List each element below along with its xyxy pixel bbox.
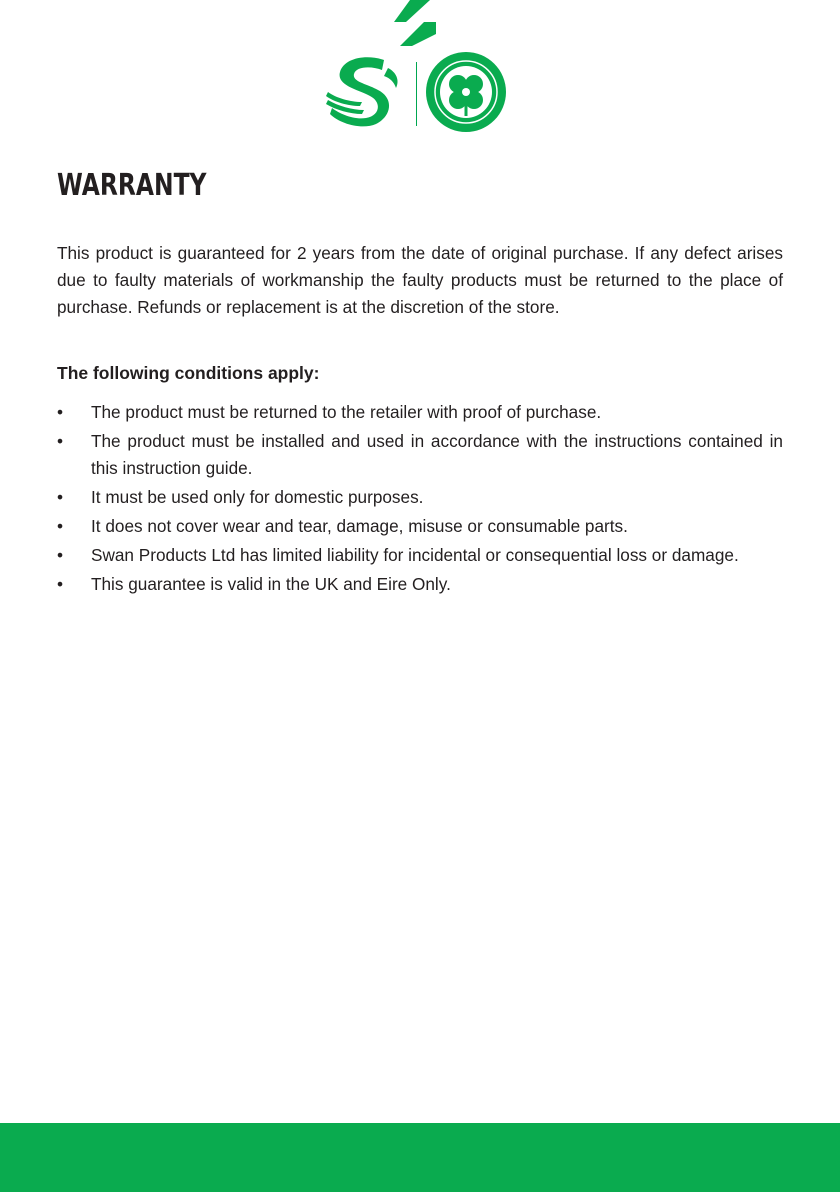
list-item	[57, 571, 783, 598]
celtic-crest-icon	[424, 50, 508, 134]
list-item	[57, 542, 783, 569]
list-item	[57, 428, 783, 482]
page-title: WARRANTY	[57, 168, 207, 203]
condition-text: It must be used only for domestic purposes.	[91, 487, 424, 507]
bullet-icon: •	[57, 516, 64, 536]
condition-text: The product must be installed and used in accordance with the instructions contained in this instruction guide.	[91, 431, 783, 478]
condition-text: Swan Products Ltd has limited liability for incidental or consequential loss or damage.	[91, 545, 739, 565]
condition-text: The product must be returned to the retailer with proof of purchase.	[91, 402, 602, 422]
list-item	[57, 399, 783, 426]
list-item	[57, 484, 783, 511]
logo-divider	[416, 62, 417, 126]
bullet-icon: •	[57, 574, 64, 594]
bullet-icon: •	[57, 487, 64, 507]
condition-text: It does not cover wear and tear, damage, misuse or consumable parts.	[91, 516, 628, 536]
bullet-icon: •	[57, 545, 64, 565]
bullet-icon: •	[57, 402, 64, 422]
conditions-list	[57, 399, 783, 600]
conditions-heading: The following conditions apply:	[57, 363, 320, 383]
condition-text: This guarantee is valid in the UK and Eire Only.	[91, 574, 451, 594]
swan-logo-icon	[326, 54, 404, 130]
warranty-intro: This product is guaranteed for 2 years from the date of original purchase. If any defect arises due to faulty materials of workmanship the faulty products must be returned to the place of purchase. Refunds or replacement is at the discretion of the store.	[57, 243, 783, 317]
bullet-icon: •	[57, 431, 64, 451]
list-item	[57, 513, 783, 540]
green-stripes-icon	[394, 0, 436, 46]
footer-bar	[0, 1123, 840, 1192]
